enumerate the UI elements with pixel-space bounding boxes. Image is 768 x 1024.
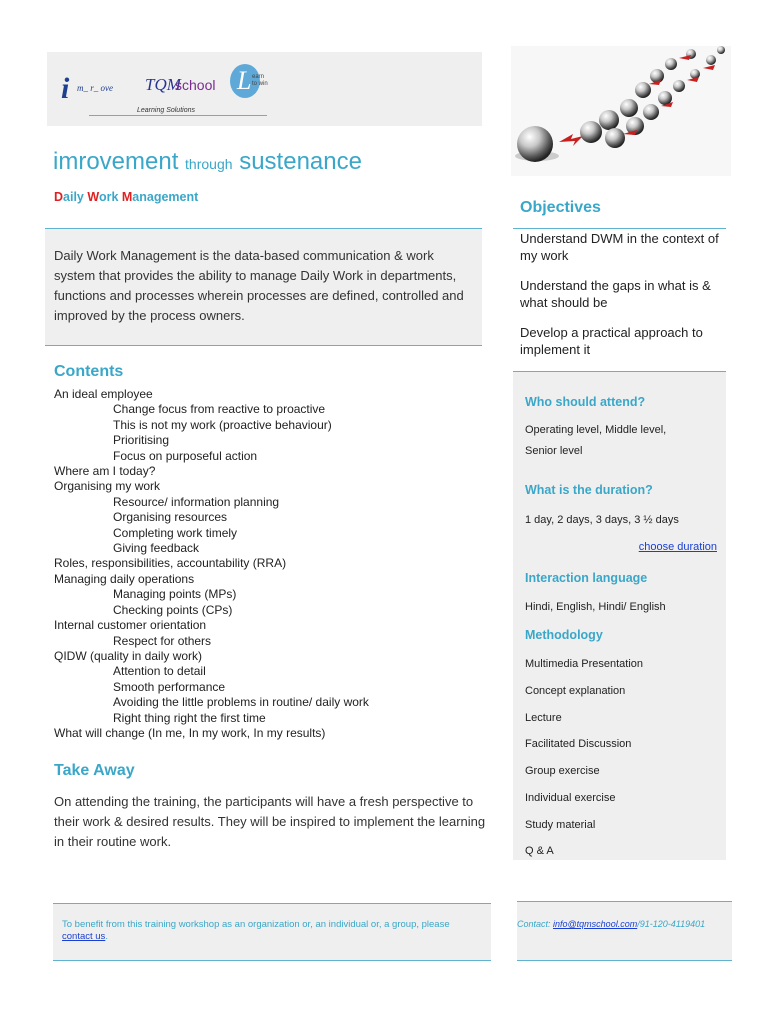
contents-item: Giving feedback <box>113 541 200 556</box>
objectives-list <box>520 230 725 371</box>
methodology-item: Study material <box>525 819 596 831</box>
page-title <box>53 148 362 176</box>
logo-tagline: Learning Solutions <box>137 107 195 114</box>
methodology-item: Facilitated Discussion <box>525 738 632 750</box>
methodology-item: Concept explanation <box>525 685 626 697</box>
objective-item: Develop a practical approach to implement it <box>520 325 703 357</box>
contents-item: Attention to detail <box>113 664 206 679</box>
contents-item: Organising resources <box>113 510 228 525</box>
contents-item: Prioritising <box>113 433 170 448</box>
subtitle-word-ork: ork <box>98 190 122 204</box>
attend-text: Operating level, Middle level, <box>525 424 667 436</box>
intro-panel <box>45 228 482 346</box>
title-word-sustenance: sustenance <box>239 148 362 175</box>
title-word-improvement: imrovement <box>53 148 179 175</box>
methodology-item: Individual exercise <box>525 792 616 804</box>
methodology-heading: Methodology <box>525 628 603 642</box>
learn-logo-text <box>252 74 268 88</box>
contents-item: Where am I today? <box>54 464 156 479</box>
leader-balls-illustration <box>511 46 731 176</box>
contact-label: Contact: <box>517 919 554 929</box>
contents-list <box>54 387 484 741</box>
contents-item: Avoiding the little problems in routine/ daily work <box>113 695 369 710</box>
objective-item: Understand DWM in the context of my work <box>520 231 719 263</box>
attend-text-2: Senior level <box>525 445 583 457</box>
contents-item: This is not my work (proactive behaviour) <box>113 417 332 432</box>
tqm-logo-text: TQM <box>145 75 181 94</box>
takeaway-heading: Take Away <box>54 762 135 779</box>
footer-cta-period: . <box>105 931 108 942</box>
learn-logo-word: earn <box>252 74 265 80</box>
contents-item: Managing daily operations <box>54 571 195 586</box>
contents-item: Right thing right the first time <box>113 710 266 725</box>
objectives-divider <box>513 228 726 229</box>
footer-contact-panel <box>517 901 732 961</box>
course-details-panel <box>513 371 726 860</box>
duration-text: 1 day, 2 days, 3 days, 3 ½ days <box>525 514 679 526</box>
intro-text: Daily Work Management is the data-based communication & work system that provides the ability to manage Daily Work in departments, functions and processes wherein processes are defined, controlled and improved by the process owners. <box>54 248 464 323</box>
school-logo-text: school <box>175 77 216 93</box>
subtitle-letter-d: D <box>54 190 64 204</box>
contents-item: Smooth performance <box>113 679 226 694</box>
takeaway-text: On attending the training, the participants will have a fresh perspective to their work & desired results. They will be inspired to implement the learning in their routine work. <box>54 794 486 849</box>
hero-image <box>511 46 731 176</box>
footer-cta-text <box>62 919 482 943</box>
title-word-through: through <box>185 156 233 172</box>
methodology-item: Q & A <box>525 845 554 857</box>
contents-item: Checking points (CPs) <box>113 602 233 617</box>
choose-duration-link[interactable]: choose duration <box>638 541 717 553</box>
attend-heading: Who should attend? <box>525 395 646 409</box>
contents-item: Managing points (MPs) <box>113 587 237 602</box>
duration-heading: What is the duration? <box>525 483 653 497</box>
subtitle-word-aily: aily <box>63 190 88 204</box>
objective-item: Understand the gaps in what is & what should be <box>520 278 711 310</box>
contact-email-link[interactable]: info@tqmschool.com <box>553 919 638 929</box>
contents-item: An ideal employee <box>54 387 153 401</box>
learn-logo-letter: L <box>237 66 252 95</box>
methodology-item: Lecture <box>525 712 562 724</box>
contents-item: QIDW (quality in daily work) <box>54 648 203 663</box>
language-heading: Interaction language <box>525 571 648 585</box>
contents-heading: Contents <box>54 363 124 380</box>
page-subtitle <box>54 190 198 204</box>
subtitle-letter-w: W <box>87 190 99 204</box>
contents-item: Resource/ information planning <box>113 494 280 509</box>
learn-logo-sub: to win <box>252 81 268 87</box>
contents-item: Internal customer orientation <box>54 618 207 633</box>
footer-contact-text <box>517 919 732 929</box>
contents-item: Roles, responsibilities, accountability (RRA) <box>54 556 287 571</box>
footer-cta-sentence: To benefit from this training workshop as an organization or, an individual or, a group, please <box>62 919 450 930</box>
language-text: Hindi, English, Hindi/ English <box>525 601 666 613</box>
methodology-item: Multimedia Presentation <box>525 658 644 670</box>
footer-cta-panel <box>53 903 491 961</box>
subtitle-word-anagement: anagement <box>132 190 199 204</box>
methodology-item: Group exercise <box>525 765 600 777</box>
logo-divider <box>89 115 267 116</box>
contents-item: Focus on purposeful action <box>113 448 258 463</box>
subtitle-letter-m: M <box>121 190 133 204</box>
contents-item: Organising my work <box>54 479 161 494</box>
contact-phone: /91-120-4119401 <box>637 919 706 929</box>
contents-item: What will change (In me, In my work, In my results) <box>54 725 326 740</box>
contents-item: Respect for others <box>113 633 212 648</box>
contact-us-link[interactable]: contact us <box>62 931 106 942</box>
improve-logo-text: m_ r_ ove <box>77 83 113 93</box>
contents-item: Change focus from reactive to proactive <box>113 402 326 417</box>
logo-banner <box>47 52 482 126</box>
objectives-heading: Objectives <box>520 199 601 216</box>
contents-item: Completing work timely <box>113 525 238 540</box>
improve-logo-letter: i <box>61 72 70 105</box>
